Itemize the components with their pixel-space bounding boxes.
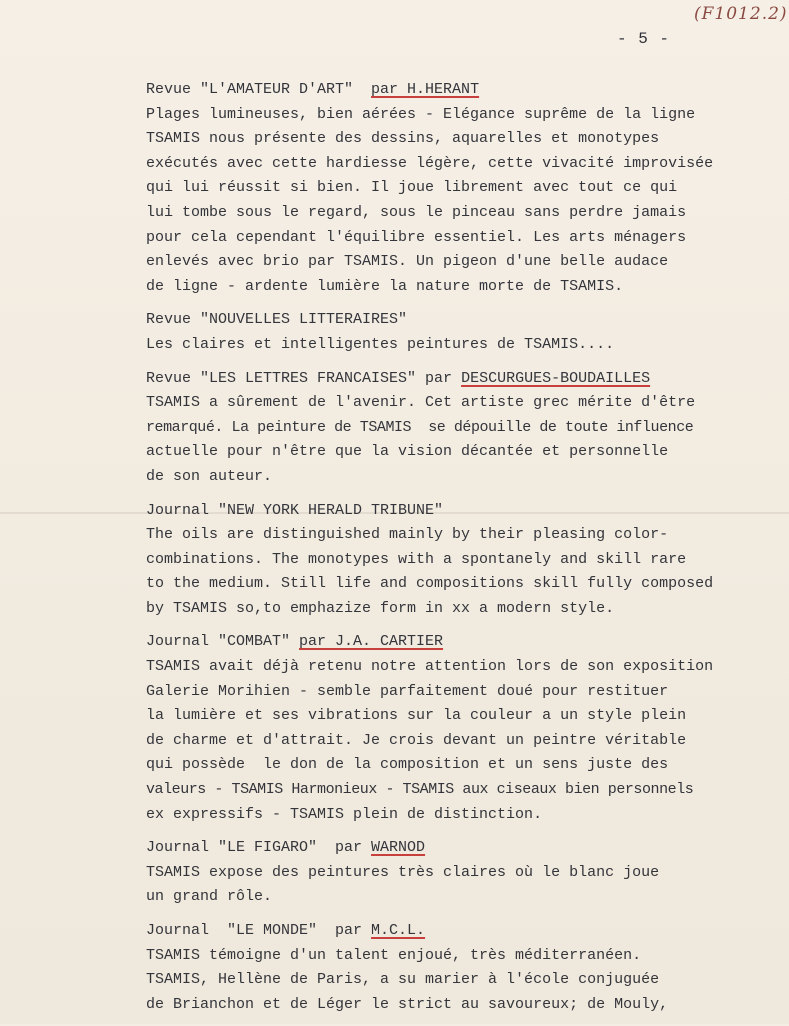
- document-body: [146, 78, 786, 1026]
- review-heading: Journal "LE MONDE" par M.C.L.: [146, 922, 426, 939]
- text-line: TSAMIS avait déjà retenu notre attention lors de son exposition: [146, 658, 714, 676]
- text-line: qui possède le don de la composition et un sens juste des: [146, 756, 669, 774]
- text-line: exécutés avec cette hardiesse légère, cette vivacité improvisée: [146, 154, 714, 172]
- text-line: TSAMIS témoigne d'un talent enjoué, très méditerranéen.: [146, 946, 642, 964]
- review-nouvelles-litteraires: [146, 308, 786, 357]
- review-author: WARNOD: [371, 839, 426, 857]
- review-amateur-dart: [146, 78, 786, 299]
- archive-reference: (F1012.2): [694, 4, 788, 24]
- text-line: combinations. The monotypes with a spontanely and skill rare: [146, 550, 687, 568]
- text-line: to the medium. Still life and compositions skill fully composed: [146, 575, 714, 593]
- text-line: The oils are distinguished mainly by their pleasing color-: [146, 526, 669, 544]
- text-line: Les claires et intelligentes peintures de TSAMIS....: [146, 335, 615, 353]
- text-line: TSAMIS a sûrement de l'avenir. Cet artiste grec mérite d'être: [146, 394, 696, 412]
- review-author: DESCURGUES-BOUDAILLES: [461, 369, 651, 387]
- text-line: actuelle pour n'être que la vision décantée et personnelle: [146, 443, 669, 461]
- review-author: par J.A. CARTIER: [299, 633, 444, 651]
- text-line: enlevés avec brio par TSAMIS. Un pigeon d'une belle audace: [146, 253, 669, 271]
- text-line: qui lui réussit si bien. Il joue librement avec tout ce qui: [146, 179, 678, 197]
- review-heading: Journal "LE FIGARO" par WARNOD: [146, 839, 426, 857]
- review-le-monde: [146, 919, 786, 1017]
- review-heading: Journal "NEW YORK HERALD TRIBUNE": [146, 501, 444, 519]
- text-line: TSAMIS, Hellène de Paris, a su marier à l'école conjuguée: [146, 971, 660, 989]
- text-line: de charme et d'attrait. Je crois devant un peintre véritable: [146, 731, 687, 749]
- review-author: M.C.L.: [371, 922, 426, 939]
- page-number: - 5 -: [617, 30, 671, 48]
- text-line: lui tombe sous le regard, sous le pinceau sans perdre jamais: [146, 203, 687, 221]
- text-line: TSAMIS nous présente des dessins, aquarelles et monotypes: [146, 130, 660, 148]
- review-lettres-francaises: [146, 367, 786, 490]
- text-line: valeurs - TSAMIS Harmonieux - TSAMIS aux ciseaux bien personnels: [146, 781, 694, 799]
- review-combat: [146, 630, 786, 827]
- review-heading: Revue "L'AMATEUR D'ART" par H.HERANT: [146, 81, 480, 98]
- review-heading: Revue "LES LETTRES FRANCAISES" par DESCURGUES-BOUDAILLES: [146, 369, 651, 387]
- text-line: Plages lumineuses, bien aérées - Elégance suprême de la ligne: [146, 105, 696, 123]
- text-line: Galerie Morihien - semble parfaitement doué pour restituer: [146, 682, 669, 700]
- text-line: pour cela cependant l'équilibre essentiel. Les arts ménagers: [146, 228, 687, 246]
- text-line: by TSAMIS so,to emphazize form in xx a modern style.: [146, 599, 615, 617]
- review-heading: Revue "NOUVELLES LITTERAIRES": [146, 311, 408, 329]
- text-line: remarqué. La peinture de TSAMIS se dépouille de toute influence: [146, 418, 694, 436]
- text-line: un grand rôle.: [146, 888, 273, 906]
- review-le-figaro: [146, 836, 786, 910]
- text-line: de Brianchon et de Léger le strict au savoureux; de Mouly,: [146, 995, 669, 1013]
- text-line: de son auteur.: [146, 467, 273, 485]
- review-ny-herald-tribune: [146, 499, 786, 622]
- review-author: par H.HERANT: [371, 81, 480, 98]
- review-heading: Journal "COMBAT" par J.A. CARTIER: [146, 633, 444, 651]
- text-line: la lumière et ses vibrations sur la couleur a un style plein: [146, 707, 687, 725]
- text-line: de ligne - ardente lumière la nature morte de TSAMIS.: [146, 277, 624, 295]
- text-line: TSAMIS expose des peintures très claires où le blanc joue: [146, 863, 660, 881]
- text-line: ex expressifs - TSAMIS plein de distinction.: [146, 805, 543, 823]
